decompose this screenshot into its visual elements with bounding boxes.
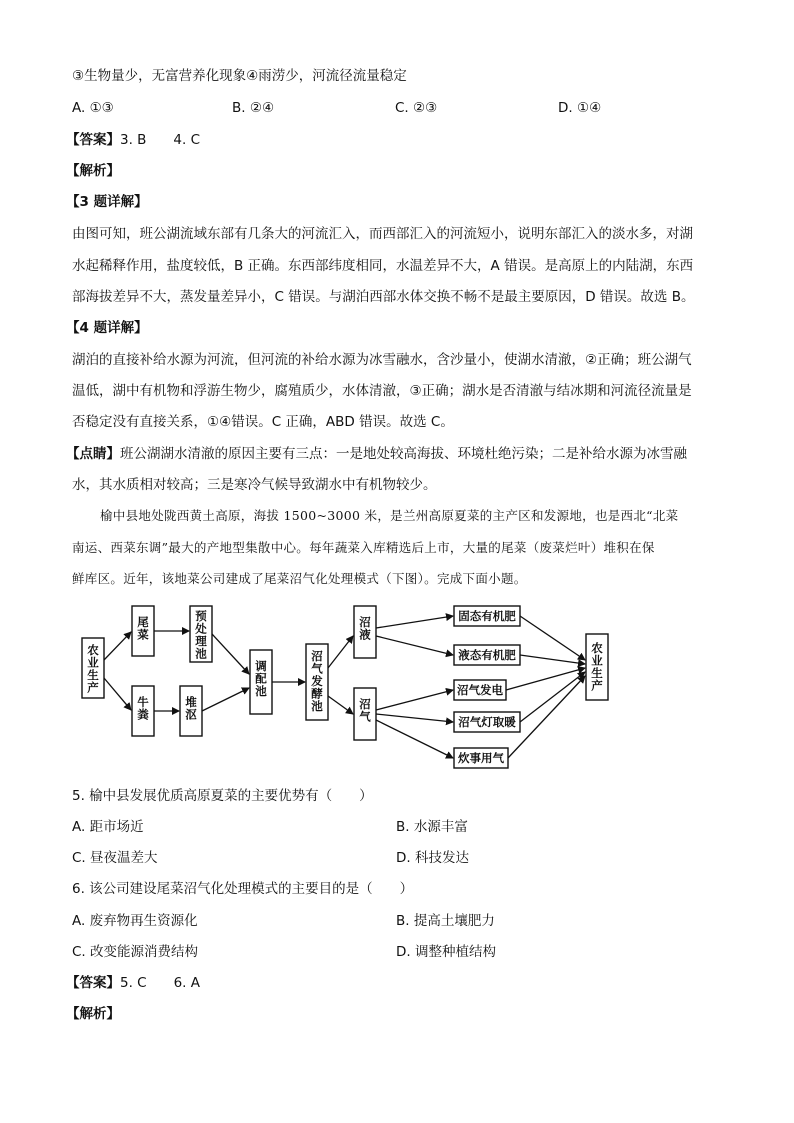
- answer-5-6: [66, 973, 200, 993]
- node-agri-left: 农业生产: [87, 643, 99, 695]
- answer-tag: 【答案】: [66, 975, 120, 991]
- q5-option-a: A. 距市场近: [72, 819, 144, 835]
- detail-3-line: 水起稀释作用，盐度较低，B 正确。东西部纬度相同，水温差异不大，A 错误。是高原上的内陆湖，东西: [72, 258, 694, 274]
- detail-4-line: 湖泊的直接补给水源为河流，但河流的补给水源为冰雪融水，含沙量小，使湖水清澈，②正确；班公湖气: [72, 352, 692, 368]
- q4-stem-tail: ③生物量少，无富营养化现象④雨涝少，河流径流量稳定: [72, 68, 407, 84]
- detail-3-title: 【3 题详解】: [66, 194, 148, 210]
- arrow: [376, 616, 453, 628]
- highlight-text: 班公湖湖水清澈的原因主要有三点：一是地处较高海拔、环境杜绝污染；二是补给水源为冰雪融: [120, 446, 687, 462]
- arrow: [376, 636, 453, 655]
- node-gutai: 固态有机肥: [458, 609, 516, 623]
- q4-option-d: D. ①④: [558, 100, 602, 116]
- q4-option-c: C. ②③: [395, 100, 438, 116]
- arrow: [328, 696, 353, 714]
- highlight-line: [66, 444, 687, 464]
- arrow: [376, 714, 453, 722]
- answer-3-4: [66, 130, 200, 150]
- node-dengqu: 沼气灯取暖: [458, 715, 516, 729]
- node-weicai: 尾菜: [137, 615, 149, 642]
- arrow: [328, 636, 353, 668]
- answer-text: 5. C 6. A: [120, 975, 201, 991]
- detail-3-line: 由图可知，班公湖流域东部有几条大的河流汇入，而西部汇入的河流短小，说明东部汇入的淡水多，对湖: [72, 226, 693, 242]
- node-yetai: 液态有机肥: [458, 648, 516, 662]
- node-tiaopei: 调配池: [255, 659, 267, 698]
- detail-3-line: 部海拔差异不大，蒸发量差异小，C 错误。与湖泊西部水体交换不畅不是最主要原因，D 错误。故选 B。: [72, 289, 695, 305]
- q5-option-d: D. 科技发达: [396, 850, 469, 866]
- answer-text: 3. B 4. C: [120, 132, 201, 148]
- q5-option-c: C. 昼夜温差大: [72, 850, 158, 866]
- q5-stem: 5. 榆中县发展优质高原夏菜的主要优势有（ ）: [72, 788, 373, 804]
- highlight-tag: 【点睛】: [66, 446, 120, 462]
- q4-option-b: B. ②④: [232, 100, 275, 116]
- material-line: 鲜库区。近年，该地菜公司建成了尾菜沼气化处理模式（下图）。完成下面小题。: [72, 571, 527, 586]
- arrow: [520, 672, 585, 722]
- highlight-line: 水，其水质相对较高；三是寒冷气候导致湖水中有机物较少。: [72, 477, 437, 493]
- arrow: [376, 720, 453, 758]
- material-line: 榆中县地处陇西黄土高原，海拔 1500~3000 米，是兰州高原夏菜的主产区和发源地，也是西北“北菜: [100, 508, 679, 523]
- detail-4-line: 否稳定没有直接关系，①④错误。C 正确，ABD 错误。故选 C。: [72, 414, 454, 430]
- flow-diagram: [0, 598, 794, 776]
- q4-option-a: A. ①③: [72, 100, 114, 116]
- node-fajiao: 沼气发酵池: [311, 649, 323, 713]
- arrow: [202, 688, 249, 711]
- q5-option-b: B. 水源丰富: [396, 819, 468, 835]
- material-line: 南运、西菜东调”最大的产地型集散中心。每年蔬菜入库精选后上市，大量的尾菜（废菜烂叶）堆积在保: [72, 540, 655, 555]
- arrow: [520, 616, 585, 660]
- analysis-heading: 【解析】: [66, 1006, 120, 1022]
- arrow: [376, 690, 453, 710]
- node-zhaoqi: 沼气: [359, 697, 371, 724]
- node-niufen: 牛粪: [137, 695, 149, 722]
- arrow: [104, 678, 131, 710]
- detail-4-title: 【4 题详解】: [66, 320, 148, 336]
- detail-4-line: 温低，湖中有机物和浮游生物少，腐殖质少，水体清澈，③正确；湖水是否清澈与结冰期和河流径流量是: [72, 383, 692, 399]
- node-chuishi: 炊事用气: [458, 751, 504, 765]
- arrow: [520, 655, 585, 664]
- arrow: [212, 634, 249, 674]
- q6-option-a: A. 废弃物再生资源化: [72, 913, 198, 929]
- q6-option-d: D. 调整种植结构: [396, 944, 496, 960]
- q6-option-c: C. 改变能源消费结构: [72, 944, 199, 960]
- q6-stem: 6. 该公司建设尾菜沼气化处理模式的主要目的是（ ）: [72, 881, 414, 897]
- q6-option-b: B. 提高土壤肥力: [396, 913, 495, 929]
- node-agri-right: 农业生产: [591, 641, 603, 693]
- node-duiou: 堆沤: [185, 695, 197, 722]
- arrow: [506, 668, 585, 690]
- answer-tag: 【答案】: [66, 132, 120, 148]
- analysis-heading: 【解析】: [66, 163, 120, 179]
- arrow: [104, 632, 131, 660]
- node-yuchuli: 预处理池: [195, 609, 207, 661]
- node-fadian: 沼气发电: [457, 683, 503, 697]
- node-zhaoye: 沼液: [359, 615, 371, 642]
